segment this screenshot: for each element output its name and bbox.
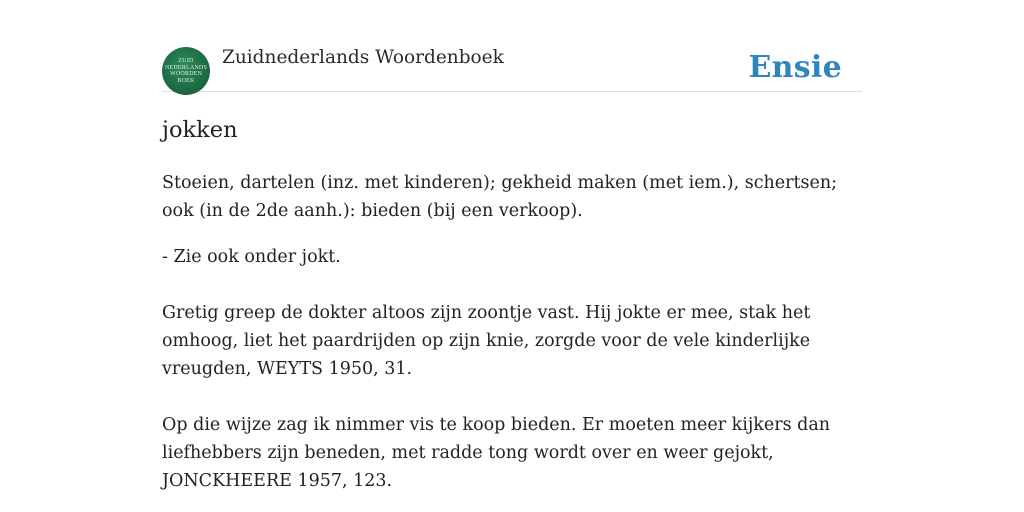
site-header: [162, 40, 862, 92]
logo-line: ZUID: [178, 58, 194, 64]
logo-line: BOEK: [177, 77, 195, 84]
logo-line: WOORDEN: [169, 71, 203, 77]
ensie-brand-logo[interactable]: Ensie: [748, 50, 842, 85]
citation-quote: Gretig greep de dokter altoos zijn zoontje vast. Hij jokte er mee, stak het omhoog, liet het paardrijden op zijn knie, zorgde voor de vele kinderlijke vreugden, WEYTS 1950, 31.: [162, 303, 811, 379]
logo-line: NEDERLANDS: [165, 64, 207, 71]
entry-word: jokken: [162, 117, 238, 143]
entry-card: [162, 40, 862, 495]
entry-definition: Stoeien, dartelen (inz. met kinderen); gekheid maken (met iem.), schertsen; ook (in de 2de aanh.): bieden (bij een verkoop).: [162, 173, 838, 221]
citation-quote: Op die wijze zag ik nimmer vis te koop bieden. Er moeten meer kijkers dan liefhebbers zijn beneden, met radde tong wordt over en weer gejokt, JONCKHEERE 1957, 123.: [162, 415, 831, 491]
dictionary-logo[interactable]: [162, 47, 210, 95]
site-title[interactable]: Zuidnederlands Woordenboek: [222, 47, 504, 68]
see-also: - Zie ook onder jokt.: [162, 247, 341, 267]
